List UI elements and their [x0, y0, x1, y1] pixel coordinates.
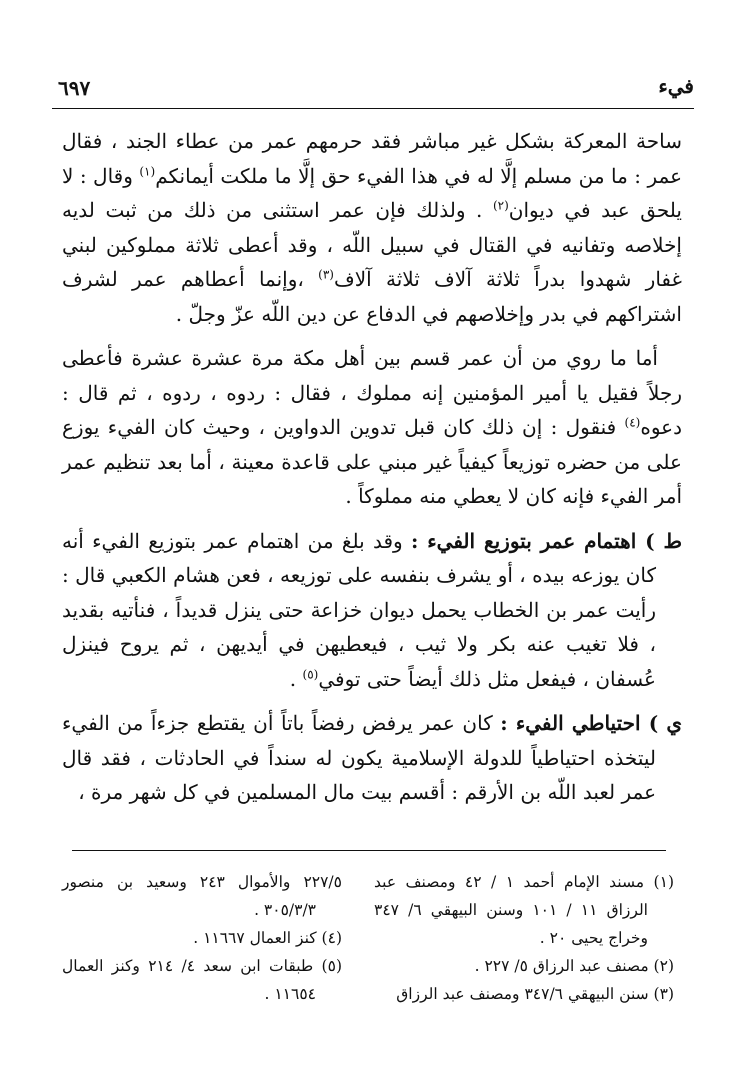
footnote-5: (٥) طبقات ابن سعد ٤/ ٢١٤ وكنز العمال ١١٦٥٤ . — [62, 957, 342, 1003]
paragraph-2-part-b: فنقول : إن ذلك كان قبل تدوين الدواوين ، وحيث كان الفيء يوزع على من حضره توزيعاً كيفياً غير مبني على قاعدة معينة ، أما بعد تنظيم عمر أمر الفيء فإنه كان لا يعطي منه مملوكاً . — [62, 415, 682, 508]
footnote-ref-3: (٣) — [318, 267, 334, 282]
section-ta-end: . — [289, 666, 303, 691]
footnote-ref-5: (٥) — [302, 666, 319, 681]
section-ya-text: كان عمر يرفض رفضاً باتاً أن يقتطع جزءاً من الفيء ليتخذه احتياطياً للدولة الإسلامية يكون له سنداً في الحادثات ، فقد قال عمر لعبد اللّه بن الأرقم : أقسم بيت مال المسلمين في كل شهر مرة ، — [62, 711, 656, 804]
section-ya-heading: ي ) احتياطي الفيء : — [500, 711, 682, 735]
paragraph-1-part-c: . ولذلك فإن عمر استثنى من ذلك من ثبت لديه إخلاصه وتفانيه في القتال في سبيل اللّه ، وقد أعطى ثلاثة مملوكين لبني غفار شهدوا بدراً ثلاثة آلاف ثلاثة آلاف — [62, 198, 683, 291]
page-header — [58, 74, 694, 104]
paragraph-2-part-a: أما ما روي من أن عمر قسم بين أهل مكة مرة عشرة عشرة فأعطى رجلاً فقيل يا أمير المؤمنين إنه مملوك ، فقال : ردوه ، ردوه ، ثم قال : دعوه — [62, 346, 682, 439]
section-ta-paragraph — [62, 524, 682, 697]
section-ta-text: وقد بلغ من اهتمام عمر بتوزيع الفيء أنه كان يوزعه بيده ، أو يشرف بنفسه على توزيعه ، فعن هشام الكعبي قال : رأيت عمر بن الخطاب يحمل ديوان خزاعة حتى ينزل قديداً ، فنأتيه بقديد ، فلا تغيب عنه بكر ولا ثيب ، فيعطيهن في أيديهن ، ثم يروح فينزل عُسفان ، فيفعل مثل ذلك أيضاً حتى توفي — [62, 528, 656, 691]
footnote-1: (١) مسند الإمام أحمد ١ / ٤٢ ومصنف عبد الرزاق ١١ / ١٠١ وسنن البيهقي ٦/ ٣٤٧ وخراج يحيى ٢٠ . — [374, 873, 674, 947]
footnotes-left-column — [62, 868, 342, 1008]
paragraph-1-part-a: ساحة المعركة بشكل غير مباشر فقد حرمهم عمر من عطاء الجند ، فقال عمر : ما من مسلم إلَّا له في هذا الفيء حق إلَّا ما ملكت أيمانكم — [62, 129, 683, 188]
paragraph-1-part-b: وقال : لا يلحق عبد في ديوان — [62, 163, 682, 222]
paragraph-1-part-d: ،وإنما أعطاهم عمر لشرف اشتراكهم في بدر وإخلاصهم في الدفاع عن دين اللّه عزّ وجلّ . — [62, 267, 682, 326]
paragraph-2 — [62, 341, 682, 514]
footnote-3: (٣) سنن البيهقي ٣٤٧/٦ ومصنف عبد الرزاق — [396, 985, 674, 1003]
footnote-ref-1: (١) — [139, 163, 156, 178]
footnote-ref-2: (٢) — [492, 198, 509, 213]
page-number: ٦٩٧ — [58, 76, 91, 100]
footnote-separator — [72, 850, 666, 851]
section-ta-heading: ط ) اهتمام عمر بتوزيع الفيء : — [410, 528, 682, 553]
footnote-ref-4: (٤) — [624, 415, 641, 430]
running-title: فيء — [658, 74, 694, 98]
footnote-2: (٢) مصنف عبد الرزاق ٥/ ٢٢٧ . — [474, 957, 674, 975]
footnote-4: (٤) كنز العمال ١١٦٦٧ . — [193, 929, 342, 947]
footnotes-right-column — [374, 868, 674, 1008]
header-rule — [52, 108, 694, 109]
section-ya-paragraph — [62, 706, 682, 810]
paragraph-1 — [62, 124, 682, 331]
footnote-3-continued: ٢٢٧/٥ والأموال ٢٤٣ وسعيد بن منصور ٣٠٥/٣/٣ . — [62, 873, 342, 919]
body-text — [62, 124, 682, 810]
